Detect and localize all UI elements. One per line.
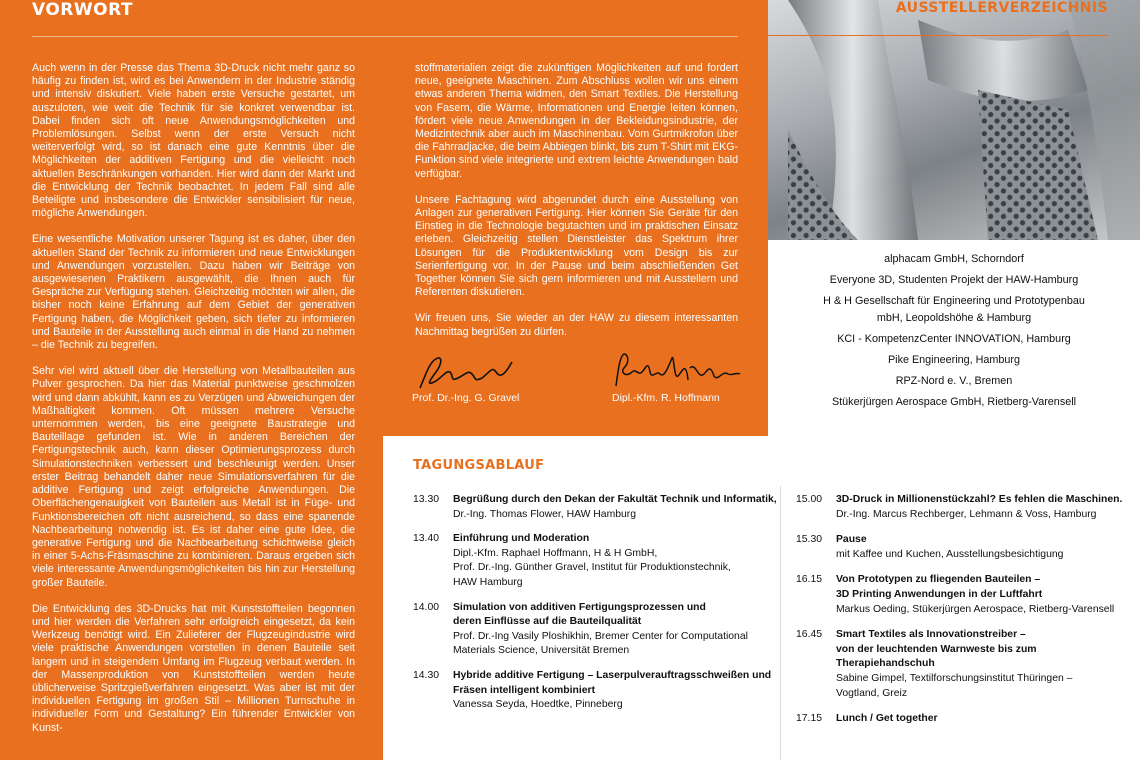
exhibitor-item: H & H Gesellschaft für Engineering und Prototypenbau mbH, Leopoldshöhe & Hamburg [823,295,1085,324]
schedule-time: 15.30 [796,534,823,546]
schedule-speaker: Markus Oeding, Stükerjürgen Aerospace, Rietberg-Varensell [836,603,1115,615]
exhibitor-list-panel [768,240,1140,436]
vorwort-paragraph: Eine wesentliche Motivation unserer Tagung ist es daher, über den aktuellen Stand der Technik zu informieren und neue Entwicklungen und Anwendungen vorzustellen. Dazu haben wir Beiträge von ausgewiesenen Praktikern ausgewählt, die Ihnen auch für Gespräche zur Verfügung stehen. Gleichzeitig möchten wir allen, die bisher noch keine Erfahrung auf dem Gebiet der generativen Fertigung haben, die Möglichkeit geben, sich tiefer zu informieren und Bauteile in der Ausstellung auch einmal in die Hand zu nehmen – die Technik zu begreifen. [32,233,355,352]
vorwort-paragraph: Auch wenn in der Presse das Thema 3D-Druck nicht mehr ganz so häufig zu finden ist, wird es bei Anwendern in der Industrie ständig und intensiv diskutiert. Viele haben erste Versuche gestartet, um auszuloten, wie weit die Technik für sie konkret verwendbar ist. Dabei finden sich oft neue Anwendungsmöglichkeiten und Problemlösungen. Selbst wenn der erste Versuch nicht weiterverfolgt wird, so ist danach eine gute Kenntnis über die Möglichkeiten der additiven Fertigung und die vielleicht noch aktuellen Beschränkungen vorhanden. Hier wird dann der Markt und die Entwicklung der Technik beobachtet. In jedem Fall sind alle Beteiligte und insbesondere die Entwickler sensibilisiert für neue, mögliche Anwendungen. [32,62,355,220]
signature-name-hoffmann: Dipl.-Kfm. R. Hoffmann [612,392,720,404]
signature-name-gravel: Prof. Dr.-Ing. G. Gravel [412,392,520,404]
vorwort-paragraph: Die Entwicklung des 3D-Drucks hat mit Kunststoffteilen begonnen und hier werden die Verfahren sehr erfolgreich eingesetzt, da kein Werkzeug benötigt wird. Ein Zulieferer der Flugzeugindustrie wird viele praktische Anwendungen vorstellen in denen Bauteile seit langem und in steigendem Umfang im Flugzeug verbaut werden. In der Massenproduktion von Kunststoffteilen werden heute üblicherweise Spritzgießverfahren eingesetzt. Was aber ist mit der individuellen Fertigung im großen Stil – Millionen Turnschuhe in individueller Form und Gestaltung? Ein führender Entwickler von Kunst- [32,602,355,734]
schedule-time: 15.00 [796,494,823,505]
schedule-item [413,493,793,522]
schedule-title: Hybride additive Fertigung – Laserpulverauftragsschweißen und Fräsen intelligent kombiniert [453,669,772,696]
schedule-item [796,712,1126,727]
schedule-time: 16.45 [796,629,823,641]
vorwort-paragraph: Unsere Fachtagung wird abgerundet durch eine Ausstellung von Anlagen zur generativen Fertigung. Hier können Sie Geräte für den Einstieg in die Technologie begutachten und im praktischen Einsatz erleben. Gleichzeitig stellen Dienstleister das Spektrum ihrer Lösungen für die Produktentwicklung vom Design bis zur Serienfertigung vor. In der Pause und beim abschließenden Get Together können Sie sich gern informieren und mit Ausstellern und Referenten diskutieren. [415,193,738,299]
schedule-speaker: Dipl.-Kfm. Raphael Hoffmann, H & H GmbH, Prof. Dr.-Ing. Günther Gravel, Institut für Produktionstechnik, HAW Hamburg [453,547,731,588]
schedule-item [796,628,1126,701]
schedule-time: 16.15 [796,574,823,586]
schedule-time: 14.30 [413,669,440,681]
schedule-item [413,601,793,659]
schedule-heading: TAGUNGSABLAUF [413,458,545,473]
aussteller-heading: AUSSTELLERVERZEICHNIS [895,0,1108,16]
signatures [412,350,742,420]
schedule-item [796,573,1126,617]
schedule-time: 13.30 [413,494,440,505]
schedule-left-column [413,493,793,723]
schedule-speaker: Dr.-Ing. Marcus Rechberger, Lehmann & Voss, Hamburg [836,508,1097,520]
schedule-title: 3D-Druck in Millionenstückzahl? Es fehlen die Maschinen. [836,494,1123,505]
schedule-item [796,493,1126,522]
exhibitor-list [768,240,1140,411]
schedule-title: Pause [836,534,867,546]
schedule-time: 17.15 [796,713,823,725]
schedule-speaker: Prof. Dr.-Ing Vasily Ploshikhin, Bremer Center for Computational Materials Science, Universität Bremen [453,630,748,657]
aussteller-rule [768,35,1108,36]
schedule-time: 14.00 [413,601,440,613]
vorwort-paragraph: Sehr viel wird aktuell über die Herstellung von Metallbauteilen aus Pulver gesprochen. Da hier das Material punktweise geschmolzen wird und dann abkühlt, kann es zu Verzügen und Abweichungen der Maßhaltigkeit kommen. Oft müssen mehrere Versuche unternommen werden, bis eine geeignete Baustrategie und Bauteillage gefunden ist. Wie in anderen Bereichen der Fertigungstechnik auch, kann dieser Optimierungsprozess durch Simulationstechniken verbessert und beschleunigt werden. Unser erster Beitrag behandelt daher neue Simulationsverfahren für die additive Fertigung und zeigt erfolgreiche Anwendungen. Die Oberflächengenauigkeit von Bauteilen aus Metall ist in Füge- und Funktionsbereichen oft nicht ausreichend, so dass eine spanende Nachbearbeitung notwendig ist. Es ist daher eine gute Idee, die generative Fertigung und die Nachbearbeitung schichtweise gleich in einer 5-Achs-Fräsmaschine zu kombinieren. Daraus ergeben sich viele interessante Anwendungsmöglichkeiten bis hin zur Herstellung großer Bauteile. [32,365,355,589]
schedule-speaker: mit Kaffee und Kuchen, Ausstellungsbesichtigung [836,548,1064,560]
heading-rule [32,36,738,37]
schedule-title: Lunch / Get together [836,713,938,725]
schedule-panel [383,436,1140,760]
vorwort-left-column [32,62,355,748]
vorwort-paragraph: stoffmaterialien zeigt die zukünftigen Möglichkeiten auf und fordert neue, geeignete Maschinen. Zum Abschluss wollen wir uns einem etwas anderen Thema widmen, den Smart Textiles. Die Herstellung von Fasern, die Wärme, Informationen und Energie leiten können, fördert viele neue Anwendungen in der Bekleidungsindustrie, der Medizintechnik aber auch im Maschinenbau. Vom Gurtmikrofon über die Fahrradjacke, die beim Abbiegen blinkt, bis zum T-Shirt mit EKG-Funktion sind viele integrierte und extrem leichte Anwendungen bald verfügbar. [415,62,738,180]
vorwort-middle-column [415,62,738,352]
handwritten-signature-hoffmann [612,350,742,392]
schedule-title: Smart Textiles als Innovationstreiber – von der leuchtenden Warnweste bis zum Therapiehandschuh [836,629,1037,670]
vorwort-heading: VORWORT [32,0,134,20]
schedule-title: Von Prototypen zu fliegenden Bauteilen – 3D Printing Anwendungen in der Luftfahrt [836,574,1043,600]
exhibitor-item: Stükerjürgen Aerospace GmbH, Rietberg-Varensell [831,396,1077,408]
schedule-item [796,533,1126,562]
schedule-speaker: Sabine Gimpel, Textilforschungsinstitut Thüringen – Vogtland, Greiz [836,672,1073,699]
schedule-title: Begrüßung durch den Dekan der Fakultät Technik und Informatik, [453,494,777,505]
schedule-title: Simulation von additiven Fertigungsprozessen und deren Einflüsse auf die Bauteilqualität [453,601,706,628]
exhibitor-item: RPZ-Nord e. V., Bremen [895,375,1013,387]
schedule-title: Einführung und Moderation [453,533,590,545]
schedule-speaker: Dr.-Ing. Thomas Flower, HAW Hamburg [453,508,637,520]
signature-gravel [412,350,532,404]
handwritten-signature-gravel [412,350,532,392]
schedule-item [413,669,793,713]
schedule-item [413,532,793,590]
schedule-right-column [796,493,1126,738]
exhibitor-item: Pike Engineering, Hamburg [887,354,1021,366]
exhibitor-item: alphacam GmbH, Schorndorf [884,253,1024,265]
schedule-speaker: Vanessa Seyda, Hoedtke, Pinneberg [453,699,623,711]
schedule-time: 13.40 [413,533,440,545]
vorwort-paragraph: Wir freuen uns, Sie wieder an der HAW zu diesem interessanten Nachmittag begrüßen zu dürfen. [415,312,738,338]
exhibitor-item: Everyone 3D, Studenten Projekt der HAW-Hamburg [829,274,1079,286]
signature-hoffmann [612,350,742,404]
lattice-parts-photo [768,0,1140,240]
exhibitor-item: KCI - KompetenzCenter INNOVATION, Hamburg [837,333,1071,345]
3d-printed-lattice-image [768,0,1140,240]
